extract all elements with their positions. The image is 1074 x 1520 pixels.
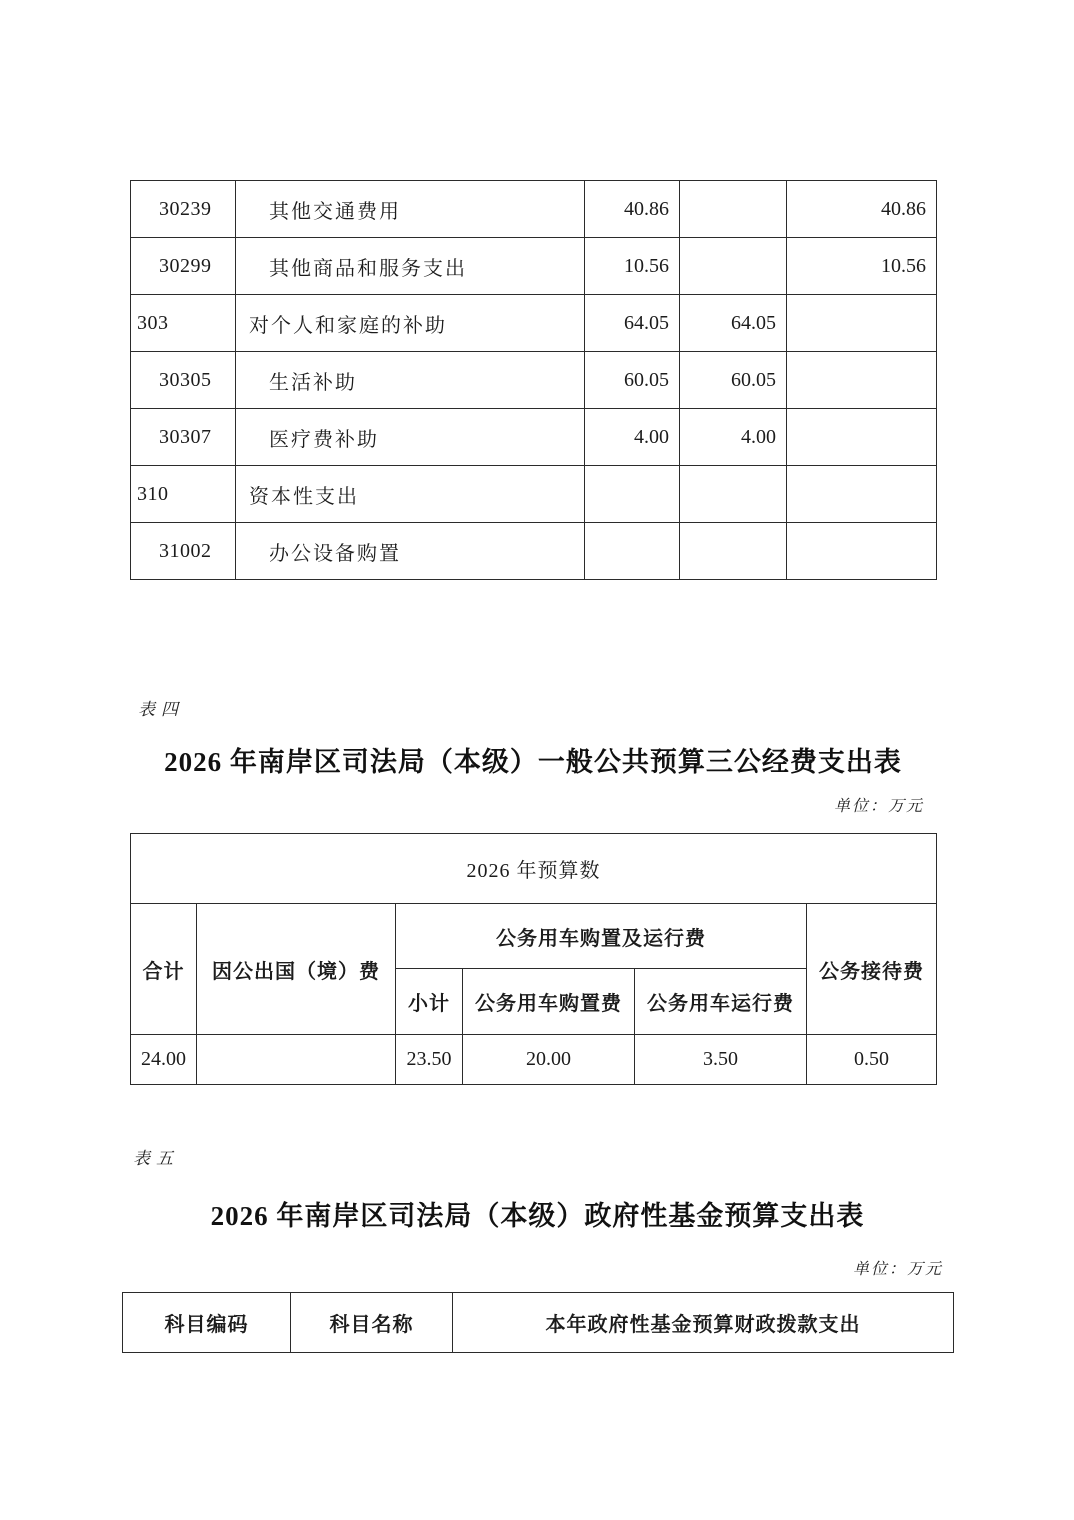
gov-fund-budget-table <box>122 1292 954 1353</box>
value-reception: 0.50 <box>807 1035 937 1085</box>
table5-label: 表五 <box>133 1149 179 1168</box>
subject-code: 30239 <box>131 181 236 238</box>
subject-code: 30305 <box>131 352 236 409</box>
subject-code: 30307 <box>131 409 236 466</box>
table5-title: 2026 年南岸区司法局（本级）政府性基金预算支出表 <box>210 1201 865 1231</box>
table4-title: 2026 年南岸区司法局（本级）一般公共预算三公经费支出表 <box>164 747 902 777</box>
amount-cell <box>680 466 787 523</box>
subject-name: 资本性支出 <box>236 466 585 523</box>
amount-cell <box>787 409 937 466</box>
column-header-purchase: 公务用车购置费 <box>463 969 635 1035</box>
amount-cell <box>680 523 787 580</box>
amount-cell: 64.05 <box>680 295 787 352</box>
column-header-subject-name: 科目名称 <box>291 1293 453 1353</box>
subject-name: 其他商品和服务支出 <box>236 238 585 295</box>
amount-cell: 40.86 <box>787 181 937 238</box>
subject-name: 对个人和家庭的补助 <box>236 295 585 352</box>
three-public-expense-table <box>130 833 937 1085</box>
year-header-cell: 2026 年预算数 <box>131 834 937 904</box>
subject-code: 310 <box>131 466 236 523</box>
subject-name: 办公设备购置 <box>236 523 585 580</box>
table-row <box>131 238 937 295</box>
column-header-subject-code: 科目编码 <box>123 1293 291 1353</box>
table-row <box>131 834 937 904</box>
amount-cell: 60.05 <box>680 352 787 409</box>
column-header-subtotal: 小计 <box>396 969 463 1035</box>
value-total: 24.00 <box>131 1035 197 1085</box>
subject-name: 医疗费补助 <box>236 409 585 466</box>
amount-cell: 4.00 <box>585 409 680 466</box>
column-header-operation: 公务用车运行费 <box>635 969 807 1035</box>
amount-cell <box>680 238 787 295</box>
column-header-reception: 公务接待费 <box>807 904 937 1035</box>
amount-cell <box>787 295 937 352</box>
amount-cell <box>585 523 680 580</box>
table-row <box>131 523 937 580</box>
amount-cell: 60.05 <box>585 352 680 409</box>
amount-cell <box>787 466 937 523</box>
value-abroad <box>197 1035 396 1085</box>
value-subtotal: 23.50 <box>396 1035 463 1085</box>
amount-cell <box>585 466 680 523</box>
subject-name: 生活补助 <box>236 352 585 409</box>
amount-cell <box>680 181 787 238</box>
column-header-vehicle-group: 公务用车购置及运行费 <box>396 904 807 969</box>
table-row <box>131 466 937 523</box>
column-header-abroad: 因公出国（境）费 <box>197 904 396 1035</box>
value-purchase: 20.00 <box>463 1035 635 1085</box>
value-operation: 3.50 <box>635 1035 807 1085</box>
subject-name: 其他交通费用 <box>236 181 585 238</box>
amount-cell: 10.56 <box>787 238 937 295</box>
column-header-fund-expenditure: 本年政府性基金预算财政拨款支出 <box>453 1293 954 1353</box>
table4-label: 表四 <box>138 700 184 719</box>
amount-cell: 64.05 <box>585 295 680 352</box>
subject-code: 31002 <box>131 523 236 580</box>
table5-unit: 单位：万元 <box>852 1261 943 1278</box>
subject-code: 30299 <box>131 238 236 295</box>
amount-cell: 10.56 <box>585 238 680 295</box>
table4-unit: 单位：万元 <box>833 798 924 815</box>
table-row <box>123 1293 954 1353</box>
budget-expenditure-table-continued <box>130 180 937 580</box>
amount-cell: 4.00 <box>680 409 787 466</box>
amount-cell: 40.86 <box>585 181 680 238</box>
table-row <box>131 181 937 238</box>
amount-cell <box>787 352 937 409</box>
table-row <box>131 409 937 466</box>
amount-cell <box>787 523 937 580</box>
table-row <box>131 295 937 352</box>
table-row <box>131 352 937 409</box>
column-header-total: 合计 <box>131 904 197 1035</box>
subject-code: 303 <box>131 295 236 352</box>
table-row <box>131 904 937 969</box>
table-row <box>131 1035 937 1085</box>
